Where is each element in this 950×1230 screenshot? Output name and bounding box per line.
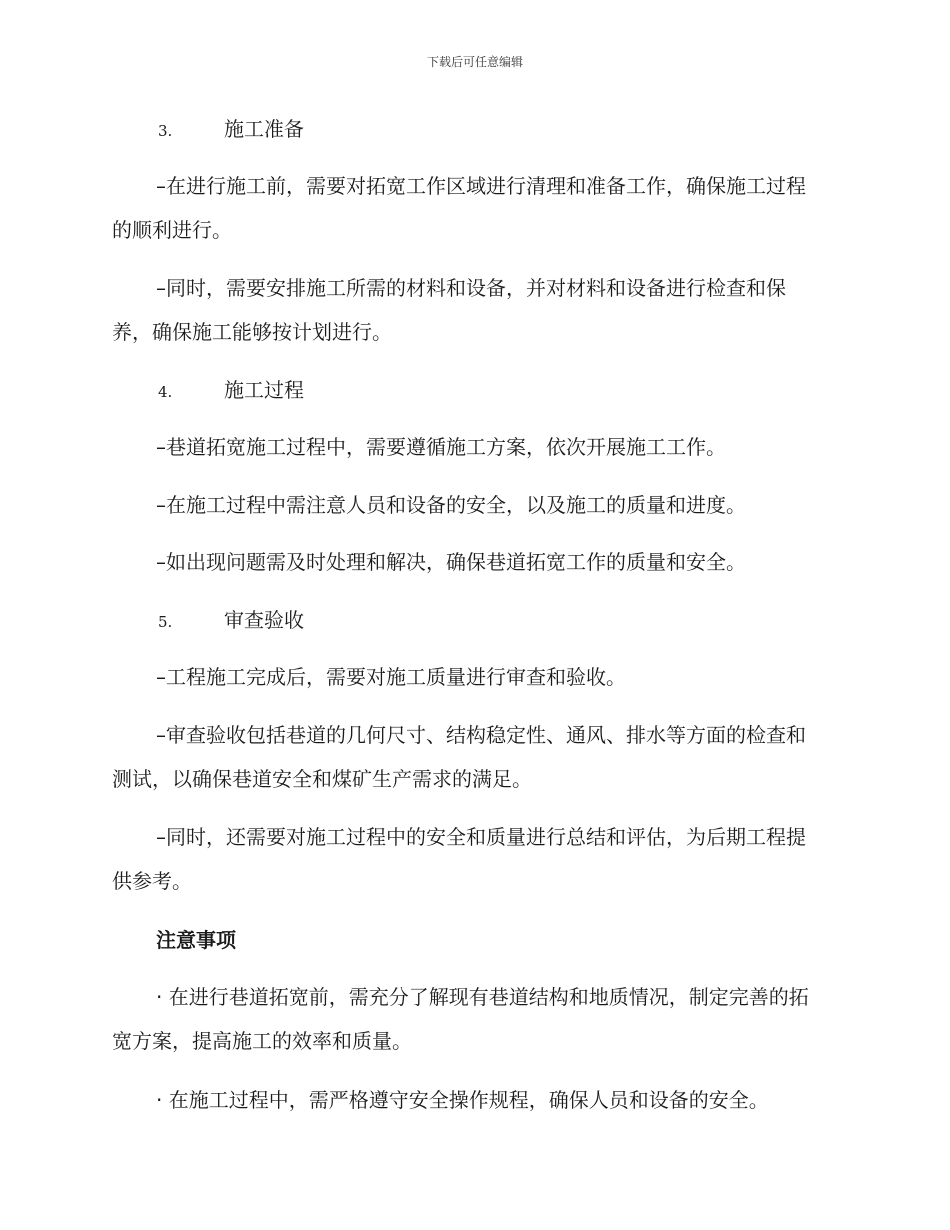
section-heading bbox=[158, 376, 304, 404]
section-number: 3. bbox=[158, 122, 173, 140]
paragraph: –巷道拓宽施工过程中，需要遵循施工方案，依次开展施工工作。 bbox=[156, 435, 726, 459]
paragraph: –同时，需要安排施工所需的材料和设备，并对材料和设备进行检查和保养，确保施工能够按计划进行。 bbox=[112, 276, 786, 344]
page-header: 下载后可任意编辑 bbox=[426, 55, 523, 69]
paragraph: –在施工过程中需注意人员和设备的安全，以及施工的质量和进度。 bbox=[156, 493, 746, 517]
section-heading bbox=[158, 115, 304, 143]
section-title: 施工过程 bbox=[224, 378, 304, 402]
paragraph: –在进行施工前，需要对拓宽工作区域进行清理和准备工作，确保施工过程的顺利进行。 bbox=[112, 174, 806, 242]
paragraph: –同时，还需要对施工过程中的安全和质量进行总结和评估，为后期工程提供参考。 bbox=[112, 825, 806, 893]
notes-item: · 在施工过程中，需严格遵守安全操作规程，确保人员和设备的安全。 bbox=[156, 1088, 769, 1112]
section-number: 5. bbox=[158, 613, 173, 631]
paragraph: –工程施工完成后，需要对施工质量进行审查和验收。 bbox=[156, 665, 626, 689]
notes-item: · 在进行巷道拓宽前，需充分了解现有巷道结构和地质情况，制定完善的拓宽方案，提高施工的效率和质量。 bbox=[112, 985, 809, 1053]
notes-title: 注意事项 bbox=[156, 928, 236, 952]
paragraph: –如出现问题需及时处理和解决，确保巷道拓宽工作的质量和安全。 bbox=[156, 550, 746, 574]
section-title: 施工准备 bbox=[224, 117, 304, 141]
section-number: 4. bbox=[158, 383, 173, 401]
paragraph: –审查验收包括巷道的几何尺寸、结构稳定性、通风、排水等方面的检查和测试，以确保巷道安全和煤矿生产需求的满足。 bbox=[112, 723, 806, 791]
section-title: 审查验收 bbox=[224, 608, 304, 632]
section-heading bbox=[158, 606, 304, 634]
